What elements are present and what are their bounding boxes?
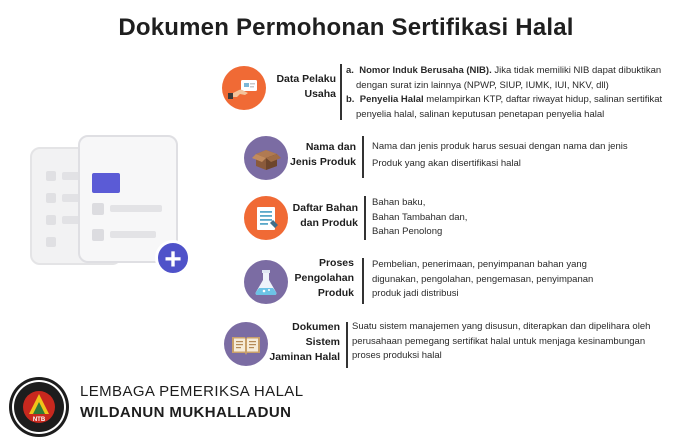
documents-illustration xyxy=(22,135,202,285)
row-divider xyxy=(364,196,366,240)
row-label: Proses Pengolahan Produk xyxy=(294,257,354,299)
row-description: Suatu sistem manajemen yang disusun, diterapkan dan dipelihara oleh perusahaan pemegang sertifikat halal untuk menjaga kesinambungan proses produksi halal xyxy=(352,321,651,361)
row-dokumen-sistem-jaminan-halal xyxy=(222,320,682,372)
add-icon: + xyxy=(155,240,191,276)
row-data-pelaku-usaha xyxy=(222,62,682,122)
row-label: Data Pelaku Usaha xyxy=(276,73,336,100)
row-divider xyxy=(340,64,342,120)
list-item: a. Nomor Induk Berusaha (NIB). Jika tidak memiliki NIB dapat dibuktikan xyxy=(346,65,662,76)
row-daftar-bahan-produk xyxy=(222,194,682,244)
organization-logo xyxy=(8,376,70,438)
list-item: b. Penyelia Halal melampirkan KTP, daftar riwayat hidup, salinan sertifikat xyxy=(346,94,663,105)
row-proses-pengolahan-produk xyxy=(222,256,682,308)
organization-name-line1: LEMBAGA PEMERIKSA HALAL xyxy=(80,383,304,400)
row-description: Pembelian, penerimaan, penyimpanan bahan yang digunakan, pengolahan, pengemasan, penyimpanan produk jadi distribusi xyxy=(372,259,594,299)
logo-center-text: NTB xyxy=(32,417,46,423)
row-description: Nama dan jenis produk harus sesuai dengan nama dan jenis Produk yang akan disertifikasi halal xyxy=(372,141,628,169)
hand-card-icon xyxy=(222,66,266,110)
row-description: a. Nomor Induk Berusaha (NIB). Jika tidak memiliki NIB dapat dibuktikan dengan surat izin lainnya (NPWP, SIUP, IUMK, IUI, NKV, dll) b. Penyelia Halal melampirkan KTP, daftar riwayat hidup, salinan sertifikat penyelia halal, salinan keputusan penetapan penyelia halal xyxy=(346,64,682,122)
row-label: Daftar Bahan dan Produk xyxy=(292,202,358,229)
row-divider xyxy=(346,322,348,368)
row-divider xyxy=(362,258,364,304)
page-title: Dokumen Permohonan Sertifikasi Halal xyxy=(118,14,574,41)
row-divider xyxy=(362,136,364,178)
row-label: Dokumen Sistem Jaminan Halal xyxy=(269,321,340,363)
row-description: Bahan baku, Bahan Tambahan dan, Bahan Penolong xyxy=(372,197,468,237)
row-label: Nama dan Jenis Produk xyxy=(290,141,356,168)
organization-name-line2: WILDANUN MUKHALLADUN xyxy=(80,404,292,421)
row-nama-jenis-produk xyxy=(222,134,682,184)
